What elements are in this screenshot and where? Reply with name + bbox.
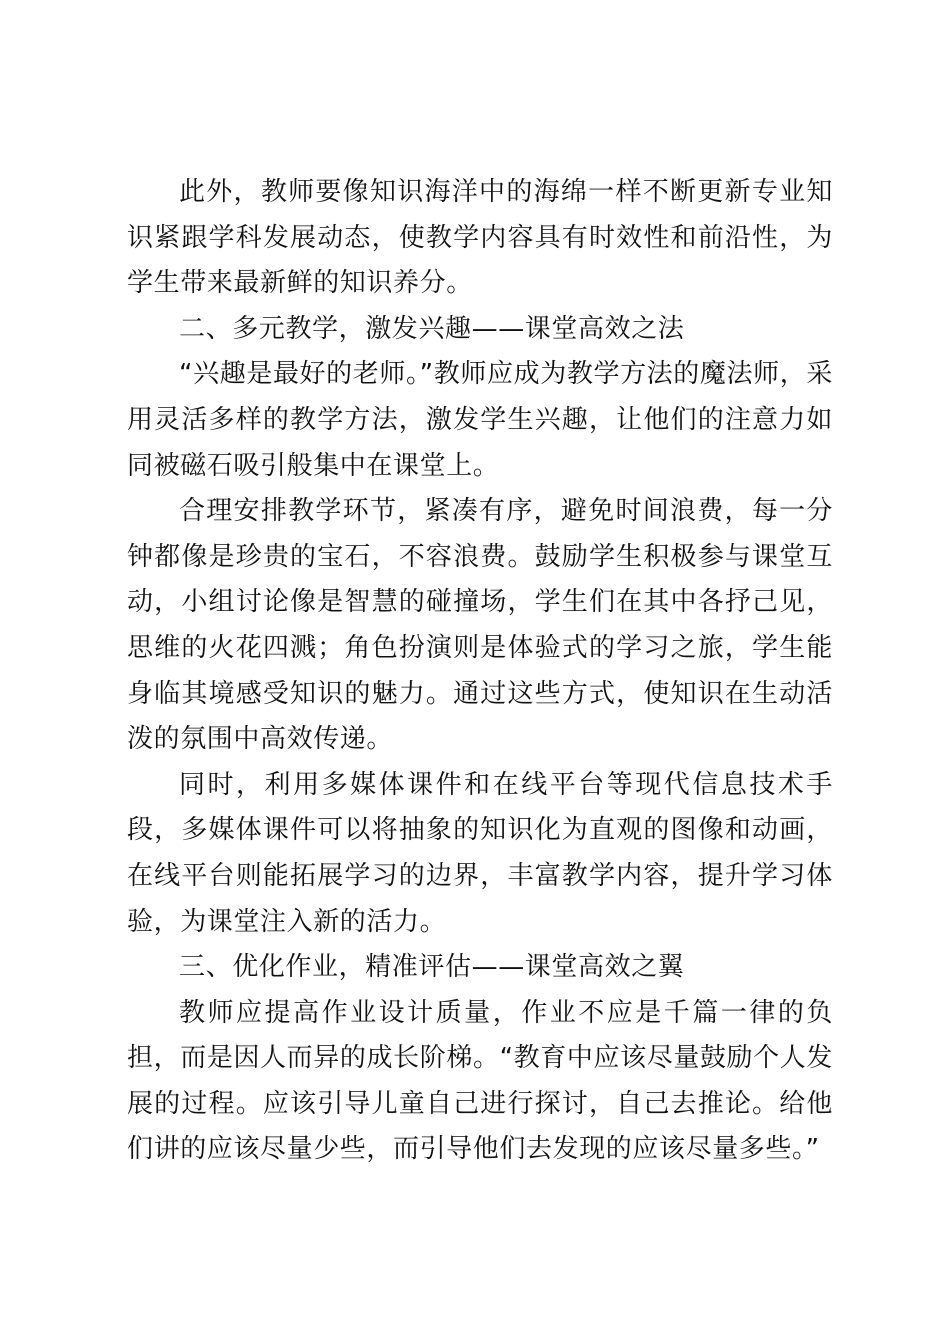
paragraph-interest-teacher: “兴趣是最好的老师。”教师应成为教学方法的魔法师，采用灵活多样的教学方法，激发学生兴趣，让他们的注意力如同被磁石吸引般集中在课堂上。 — [127, 359, 833, 481]
paragraph-multimedia: 同时，利用多媒体课件和在线平台等现代信息技术手段，多媒体课件可以将抽象的知识化为直观的图像和动画，在线平台则能拓展学习的边界，丰富教学内容，提升学习体验，为课堂注入新的活力。 — [127, 769, 833, 937]
paragraph-homework-design: 教师应提高作业设计质量，作业不应是千篇一律的负担，而是因人而异的成长阶梯。“教育中应该尽量鼓励个人发展的过程。应该引导儿童自己进行探讨，自己去推论。给他们讲的应该尽量少些，而引导他们去发现的应该尽量多些。” — [127, 997, 833, 1165]
section-heading-three: 三、优化作业，精准评估——课堂高效之翼 — [179, 952, 685, 983]
paragraph-sponge-analogy: 此外，教师要像知识海洋中的海绵一样不断更新专业知识紧跟学科发展动态，使教学内容具有时效性和前沿性，为学生带来最新鲜的知识养分。 — [127, 177, 833, 299]
section-heading-two: 二、多元教学，激发兴趣——课堂高效之法 — [179, 313, 685, 344]
document-body — [127, 170, 833, 1173]
paragraph-teaching-steps: 合理安排教学环节，紧凑有序，避免时间浪费，每一分钟都像是珍贵的宝石，不容浪费。鼓励学生积极参与课堂互动，小组讨论像是智慧的碰撞场，学生们在其中各抒己见，思维的火花四溅；角色扮演则是体验式的学习之旅，学生能身临其境感受知识的魅力。通过这些方式，使知识在生动活泼的氛围中高效传递。 — [127, 496, 833, 755]
